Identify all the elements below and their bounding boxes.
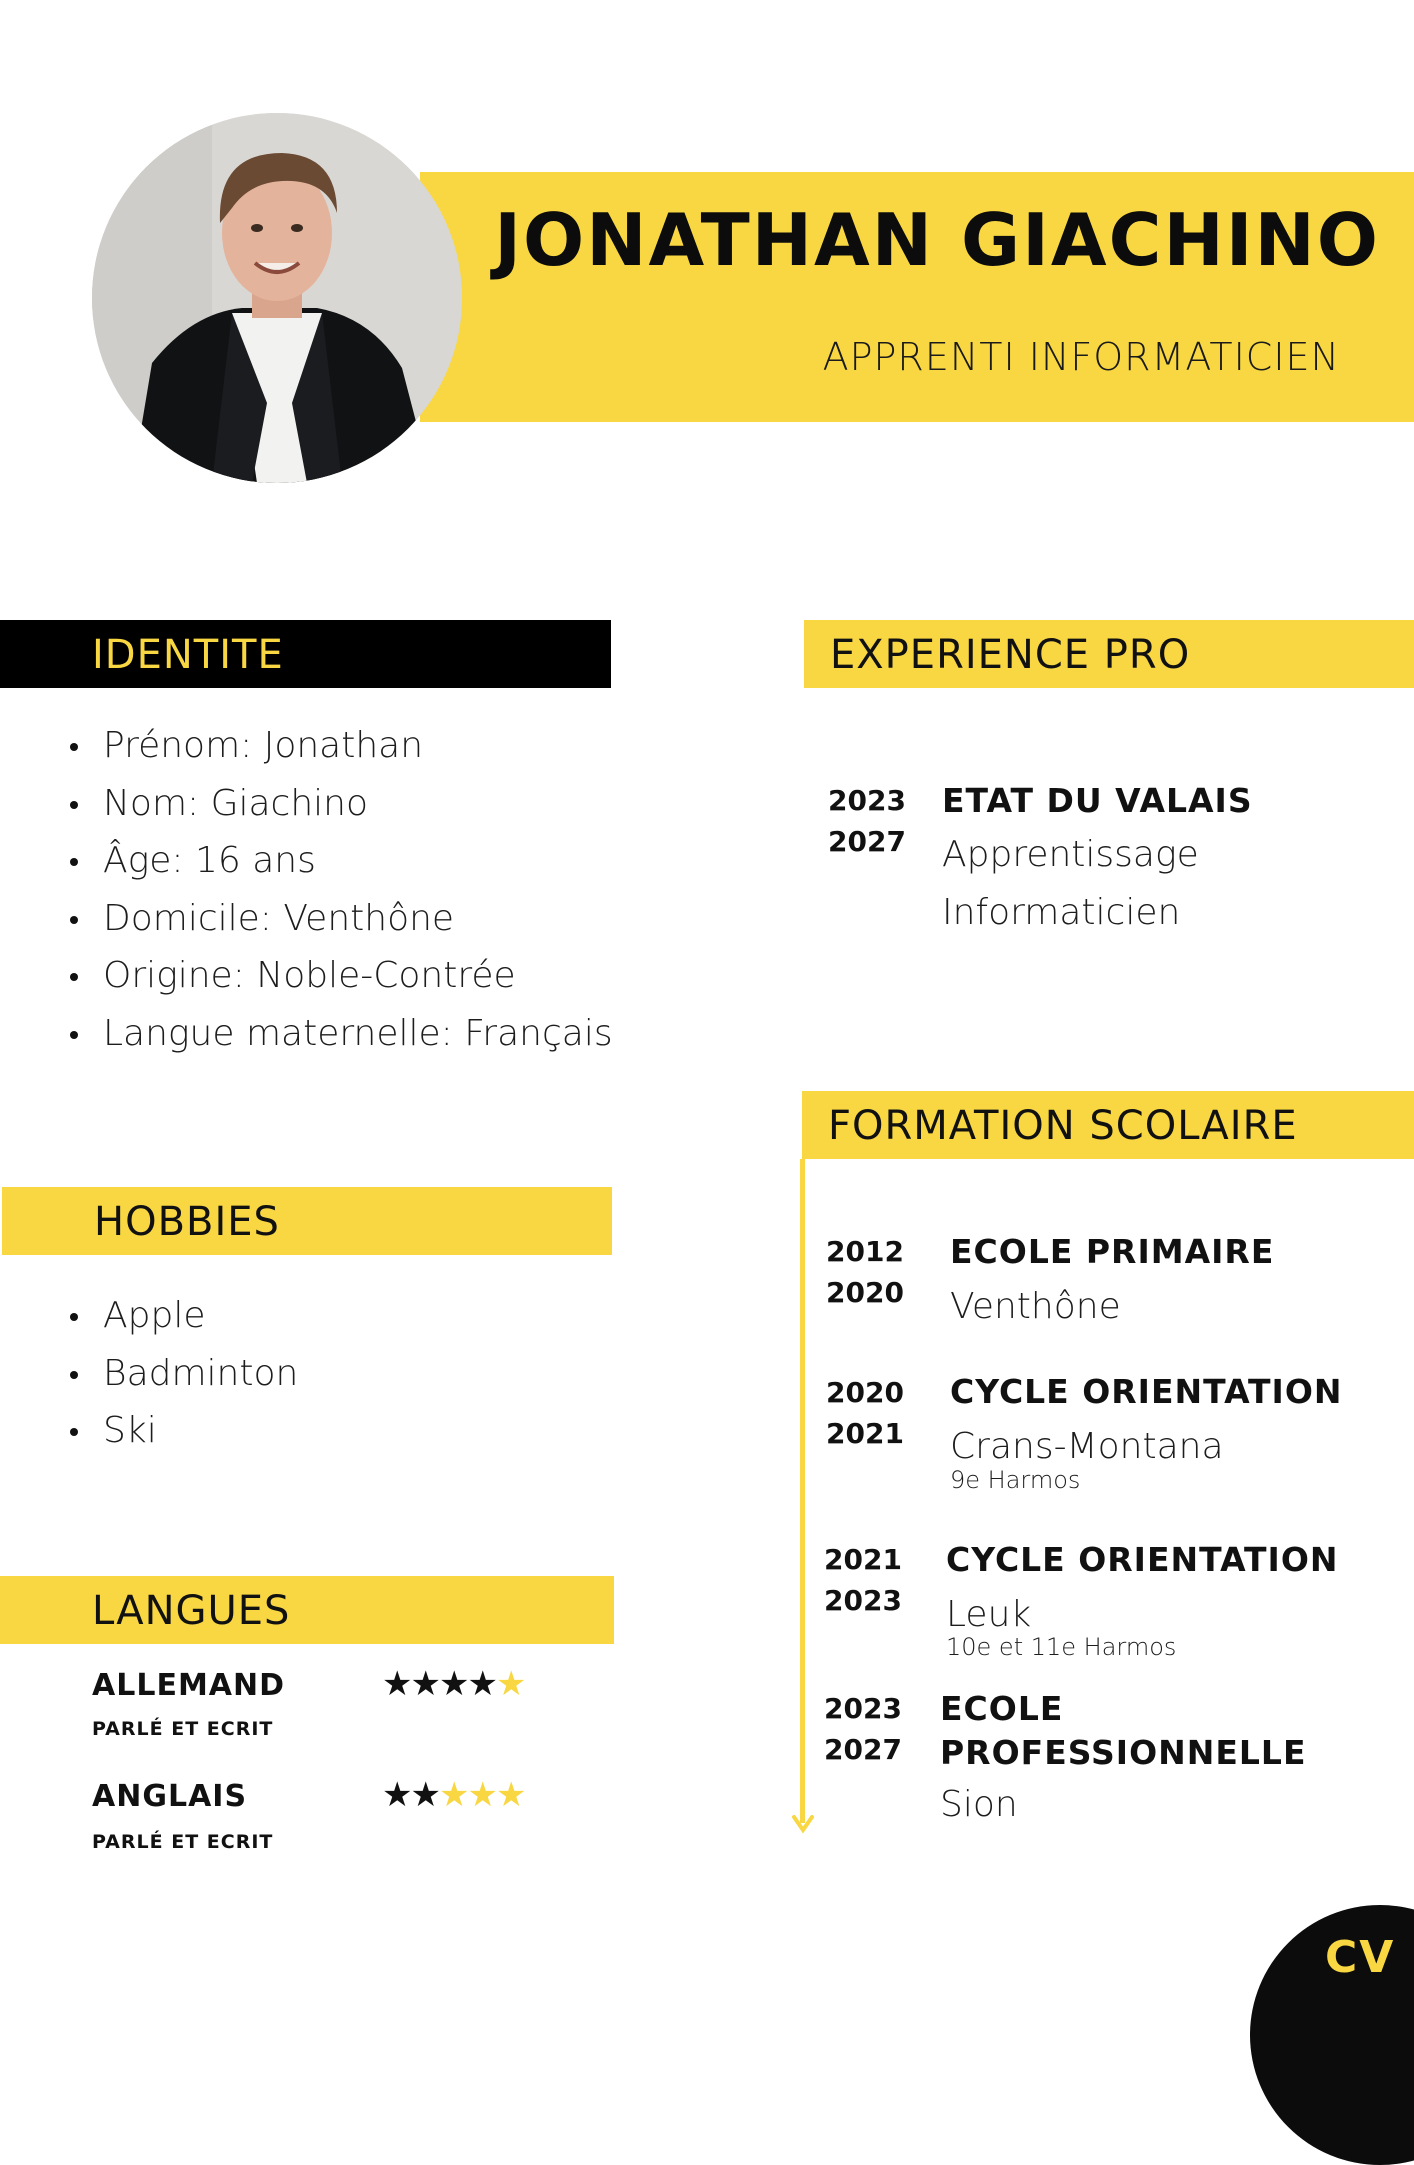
language-name: ANGLAIS <box>92 1779 248 1814</box>
entry-title: CYCLE ORIENTATION <box>950 1372 1343 1411</box>
year-end: 2027 <box>824 1733 902 1766</box>
entry-title: ECOLE <box>940 1689 1064 1728</box>
identite-heading: IDENTITE <box>92 632 284 678</box>
langues-heading: LANGUES <box>92 1588 291 1634</box>
entry-title: CYCLE ORIENTATION <box>946 1540 1339 1579</box>
entry-place: Sion <box>940 1784 1018 1825</box>
year-end: 2021 <box>826 1417 904 1450</box>
list-item: Prénom: Jonathan <box>70 717 613 775</box>
list-item: Apple <box>70 1287 298 1345</box>
entry-note: 10e et 11e Harmos <box>946 1633 1177 1661</box>
timeline-line <box>800 1159 805 1823</box>
entry-place: Venthône <box>950 1286 1121 1327</box>
hobbies-list <box>70 1287 298 1460</box>
full-name: JONATHAN GIACHINO <box>494 198 1380 282</box>
hobbies-heading: HOBBIES <box>94 1199 280 1245</box>
star-icon: ★ <box>495 1664 525 1704</box>
star-icon: ★ <box>410 1775 439 1815</box>
list-item: Nom: Giachino <box>70 775 613 833</box>
language-name: ALLEMAND <box>92 1668 286 1703</box>
language-level: PARLÉ ET ECRIT <box>92 1718 274 1740</box>
star-icon: ★ <box>467 1775 496 1815</box>
portrait-photo-icon <box>92 113 462 483</box>
entry-title: PROFESSIONNELLE <box>940 1733 1307 1772</box>
star-icon: ★ <box>382 1664 411 1704</box>
identite-list <box>70 717 613 1063</box>
langues-heading-band <box>0 1576 614 1644</box>
list-item: Langue maternelle: Français <box>70 1005 613 1063</box>
experience-heading-band <box>804 620 1414 688</box>
year-start: 2021 <box>824 1543 902 1576</box>
formation-heading: FORMATION SCOLAIRE <box>828 1103 1298 1149</box>
star-icon: ★ <box>467 1664 496 1704</box>
entry-title: ECOLE PRIMAIRE <box>950 1232 1275 1271</box>
entry-subtitle: Informaticien <box>942 892 1181 933</box>
year-end: 2027 <box>828 825 906 858</box>
experience-heading: EXPERIENCE PRO <box>830 632 1191 678</box>
year-start: 2012 <box>826 1235 904 1268</box>
star-icon: ★ <box>438 1664 468 1704</box>
profile-photo <box>92 113 462 483</box>
job-title: APPRENTI INFORMATICIEN <box>822 335 1340 379</box>
entry-note: 9e Harmos <box>950 1466 1081 1494</box>
star-icon: ★ <box>438 1775 468 1815</box>
formation-heading-band <box>802 1091 1414 1159</box>
cv-label: CV <box>1325 1932 1396 1983</box>
star-icon: ★ <box>382 1775 411 1815</box>
star-icon: ★ <box>410 1664 439 1704</box>
entry-title: ETAT DU VALAIS <box>942 781 1253 820</box>
year-start: 2020 <box>826 1376 904 1409</box>
star-icon: ★ <box>495 1775 525 1815</box>
identite-heading-band <box>0 620 611 688</box>
list-item: Âge: 16 ans <box>70 832 613 890</box>
language-rating <box>382 1775 524 1815</box>
list-item: Origine: Noble-Contrée <box>70 947 613 1005</box>
timeline-arrow-icon <box>791 1814 815 1834</box>
hobbies-heading-band <box>2 1187 612 1255</box>
entry-place: Leuk <box>946 1594 1032 1635</box>
entry-place: Crans-Montana <box>950 1426 1224 1467</box>
year-start: 2023 <box>828 784 906 817</box>
year-end: 2020 <box>826 1276 904 1309</box>
list-item: Ski <box>70 1402 298 1460</box>
language-level: PARLÉ ET ECRIT <box>92 1831 274 1853</box>
list-item: Badminton <box>70 1345 298 1403</box>
year-end: 2023 <box>824 1584 902 1617</box>
list-item: Domicile: Venthône <box>70 890 613 948</box>
year-start: 2023 <box>824 1692 902 1725</box>
entry-subtitle: Apprentissage <box>942 834 1199 875</box>
language-rating <box>382 1664 524 1704</box>
